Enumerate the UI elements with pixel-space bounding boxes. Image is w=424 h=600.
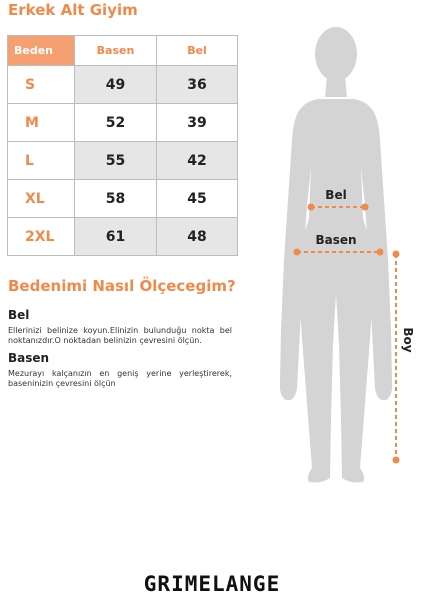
bel-cell: 45 xyxy=(157,180,238,218)
header-basen: Basen xyxy=(75,36,157,66)
bel-cell: 42 xyxy=(157,142,238,180)
basen-cell: 55 xyxy=(75,142,157,180)
section-text-bel: Ellerinizi belinize koyun.Elinizin bulunduğu nokta bel noktanızdır.O noktadan belinizin çevresini ölçün. xyxy=(8,326,232,345)
page-title: Erkek Alt Giyim xyxy=(8,1,138,19)
bel-cell: 48 xyxy=(157,218,238,256)
size-cell: S xyxy=(8,66,75,104)
measure-boy xyxy=(393,251,416,464)
boy-label: Boy xyxy=(401,327,415,353)
bel-cell: 36 xyxy=(157,66,238,104)
size-cell: L xyxy=(8,142,75,180)
howto-title: Bedenimi Nasıl Ölçecegim? xyxy=(8,277,236,295)
basen-cell: 52 xyxy=(75,104,157,142)
bel-cell: 39 xyxy=(157,104,238,142)
brand-logo: GRIMELANGE xyxy=(143,572,281,596)
header-beden: Beden xyxy=(8,36,75,66)
section-text-basen: Mezurayı kalçanızın en geniş yerine yerleştirerek, baseninizin çevresini ölçün xyxy=(8,369,232,388)
bel-label: Bel xyxy=(325,188,347,202)
basen-label: Basen xyxy=(315,233,357,247)
size-cell: XL xyxy=(8,180,75,218)
basen-cell: 58 xyxy=(75,180,157,218)
section-heading-basen: Basen xyxy=(8,351,50,365)
basen-cell: 49 xyxy=(75,66,157,104)
header-bel: Bel xyxy=(157,36,238,66)
section-heading-bel: Bel xyxy=(8,308,30,322)
basen-cell: 61 xyxy=(75,218,157,256)
size-cell: 2XL xyxy=(8,218,75,256)
size-cell: M xyxy=(8,104,75,142)
